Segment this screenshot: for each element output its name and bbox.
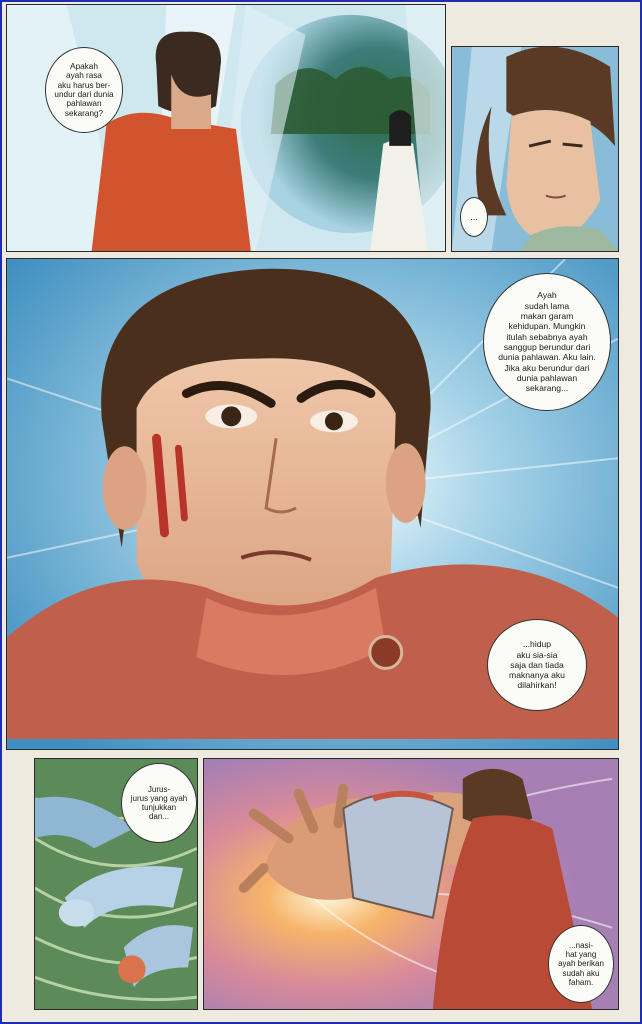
speech-bubble-ellipsis xyxy=(460,197,488,237)
speech-bubble-apakah xyxy=(45,47,123,133)
panel-2-face-closeup xyxy=(451,46,619,252)
speech-text: Apakah ayah rasa aku harus ber- undur dari dunia pahlawan sekarang? xyxy=(54,61,114,118)
panel-1-ice-scene xyxy=(6,4,446,252)
panel-4-armored-feet xyxy=(34,758,198,1010)
speech-text: Ayah sudah lama makan garam kehidupan. Mungkin itulah sebabnya ayah sanggup berundur dari dunia pahlawan. Aku lain. Jika aku berundur dari dunia pahlawan sekarang... xyxy=(498,290,596,394)
speech-bubble-ayah-sudah xyxy=(483,273,611,411)
speech-text: Jurus- jurus yang ayah tunjukkan dan... xyxy=(130,784,188,822)
speech-text: ...hidup aku sia-sia saja dan tiada maknanya aku dilahirkan! xyxy=(509,639,565,691)
speech-text: ...nasi- hat yang ayah berikan sudah aku faham. xyxy=(558,941,604,987)
panel-3-main-face xyxy=(6,258,619,750)
speech-bubble-nasihat xyxy=(548,925,614,1003)
speech-bubble-hidup-aku xyxy=(487,619,587,711)
panel-5-energy-hand xyxy=(203,758,619,1010)
speech-text: ... xyxy=(470,212,478,222)
speech-bubble-jurus xyxy=(121,763,197,843)
